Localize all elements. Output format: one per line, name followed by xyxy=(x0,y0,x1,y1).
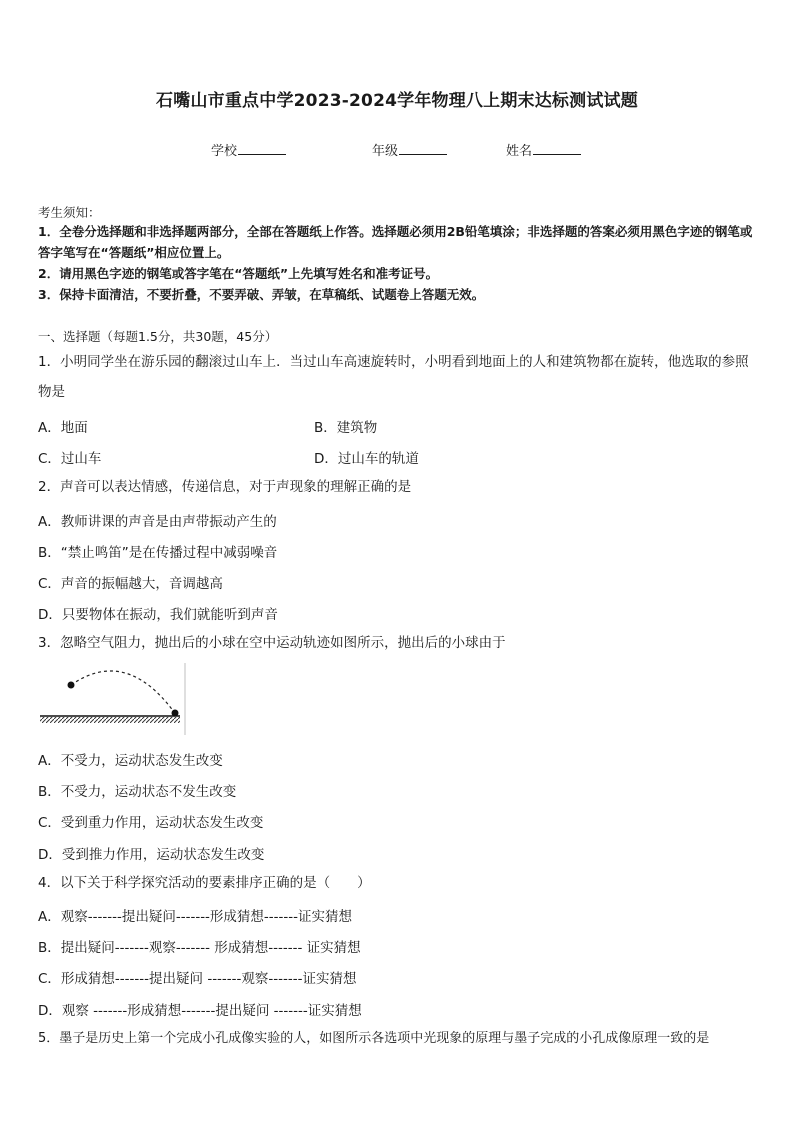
notice-item-1: 1．全卷分选择题和非选择题两部分，全部在答题纸上作答。选择题必须用2B铅笔填涂；非选择题的答案必须用黑色字迹的钢笔或答字笔写在“答题纸”相应位置上。 xyxy=(38,224,753,260)
ball-start xyxy=(68,682,75,689)
q1-option-a[interactable]: A．地面 xyxy=(38,420,88,436)
question-3-stem: 3．忽略空气阻力，抛出后的小球在空中运动轨迹如图所示，抛出后的小球由于 xyxy=(38,635,506,651)
q2-option-b[interactable]: B．“禁止鸣笛”是在传播过程中减弱噪音 xyxy=(38,545,278,561)
q3-option-b[interactable]: B．不受力，运动状态不发生改变 xyxy=(38,784,237,800)
q2-option-d[interactable]: D．只要物体在振动，我们就能听到声音 xyxy=(38,607,278,623)
q2-option-c[interactable]: C．声音的振幅越大，音调越高 xyxy=(38,576,223,592)
q3-option-c[interactable]: C．受到重力作用，运动状态发生改变 xyxy=(38,815,264,831)
question-5-stem: 5．墨子是历史上第一个完成小孔成像实验的人，如图所示各选项中光现象的原理与墨子完成的小孔成像原理一致的是 xyxy=(38,1031,710,1046)
ground-hatch xyxy=(40,717,180,723)
grade-label: 年级 xyxy=(372,144,399,159)
school-blank[interactable] xyxy=(238,142,286,155)
q2-option-a[interactable]: A．教师讲课的声音是由声带振动产生的 xyxy=(38,514,277,530)
school-field[interactable] xyxy=(211,140,286,159)
name-field[interactable] xyxy=(506,140,581,159)
q3-option-a[interactable]: A．不受力，运动状态发生改变 xyxy=(38,753,223,769)
trajectory-path xyxy=(71,671,174,712)
q4-option-a[interactable]: A．观察-------提出疑问-------形成猜想-------证实猜想 xyxy=(38,909,353,925)
q1-option-c[interactable]: C．过山车 xyxy=(38,451,102,467)
question-2-stem: 2．声音可以表达情感，传递信息，对于声现象的理解正确的是 xyxy=(38,479,412,495)
name-label: 姓名 xyxy=(506,144,533,159)
notice-item-2: 2．请用黑色字迹的钢笔或答字笔在“答题纸”上先填写姓名和准考证号。 xyxy=(38,266,439,281)
q3-option-d[interactable]: D．受到推力作用，运动状态发生改变 xyxy=(38,847,265,863)
projectile-figure xyxy=(38,663,188,735)
q1-option-b[interactable]: B．建筑物 xyxy=(314,420,378,436)
name-blank[interactable] xyxy=(533,142,581,155)
q1-option-d[interactable]: D．过山车的轨道 xyxy=(314,451,419,467)
q4-option-d[interactable]: D．观察 -------形成猜想-------提出疑问 -------证实猜想 xyxy=(38,1003,362,1019)
grade-field[interactable] xyxy=(372,140,447,159)
notice-item-3: 3．保持卡面清洁，不要折叠，不要弄破、弄皱，在草稿纸、试题卷上答题无效。 xyxy=(38,287,485,302)
notice-heading: 考生须知： xyxy=(38,205,101,220)
question-4-stem: 4．以下关于科学探究活动的要素排序正确的是（ ） xyxy=(38,875,371,891)
section-heading: 一、选择题（每题1.5分，共30题，45分） xyxy=(38,329,278,344)
q4-option-c[interactable]: C．形成猜想-------提出疑问 -------观察-------证实猜想 xyxy=(38,971,357,987)
grade-blank[interactable] xyxy=(399,142,447,155)
page-title: 石嘴山市重点中学2023-2024学年物理八上期末达标测试试题 xyxy=(156,91,638,111)
q4-option-b[interactable]: B．提出疑问-------观察------- 形成猜想------- 证实猜想 xyxy=(38,940,361,956)
question-1-stem: 1．小明同学坐在游乐园的翻滚过山车上．当过山车高速旋转时，小明看到地面上的人和建筑物都在旋转，他选取的参照物是 xyxy=(38,354,749,400)
school-label: 学校 xyxy=(211,144,238,159)
